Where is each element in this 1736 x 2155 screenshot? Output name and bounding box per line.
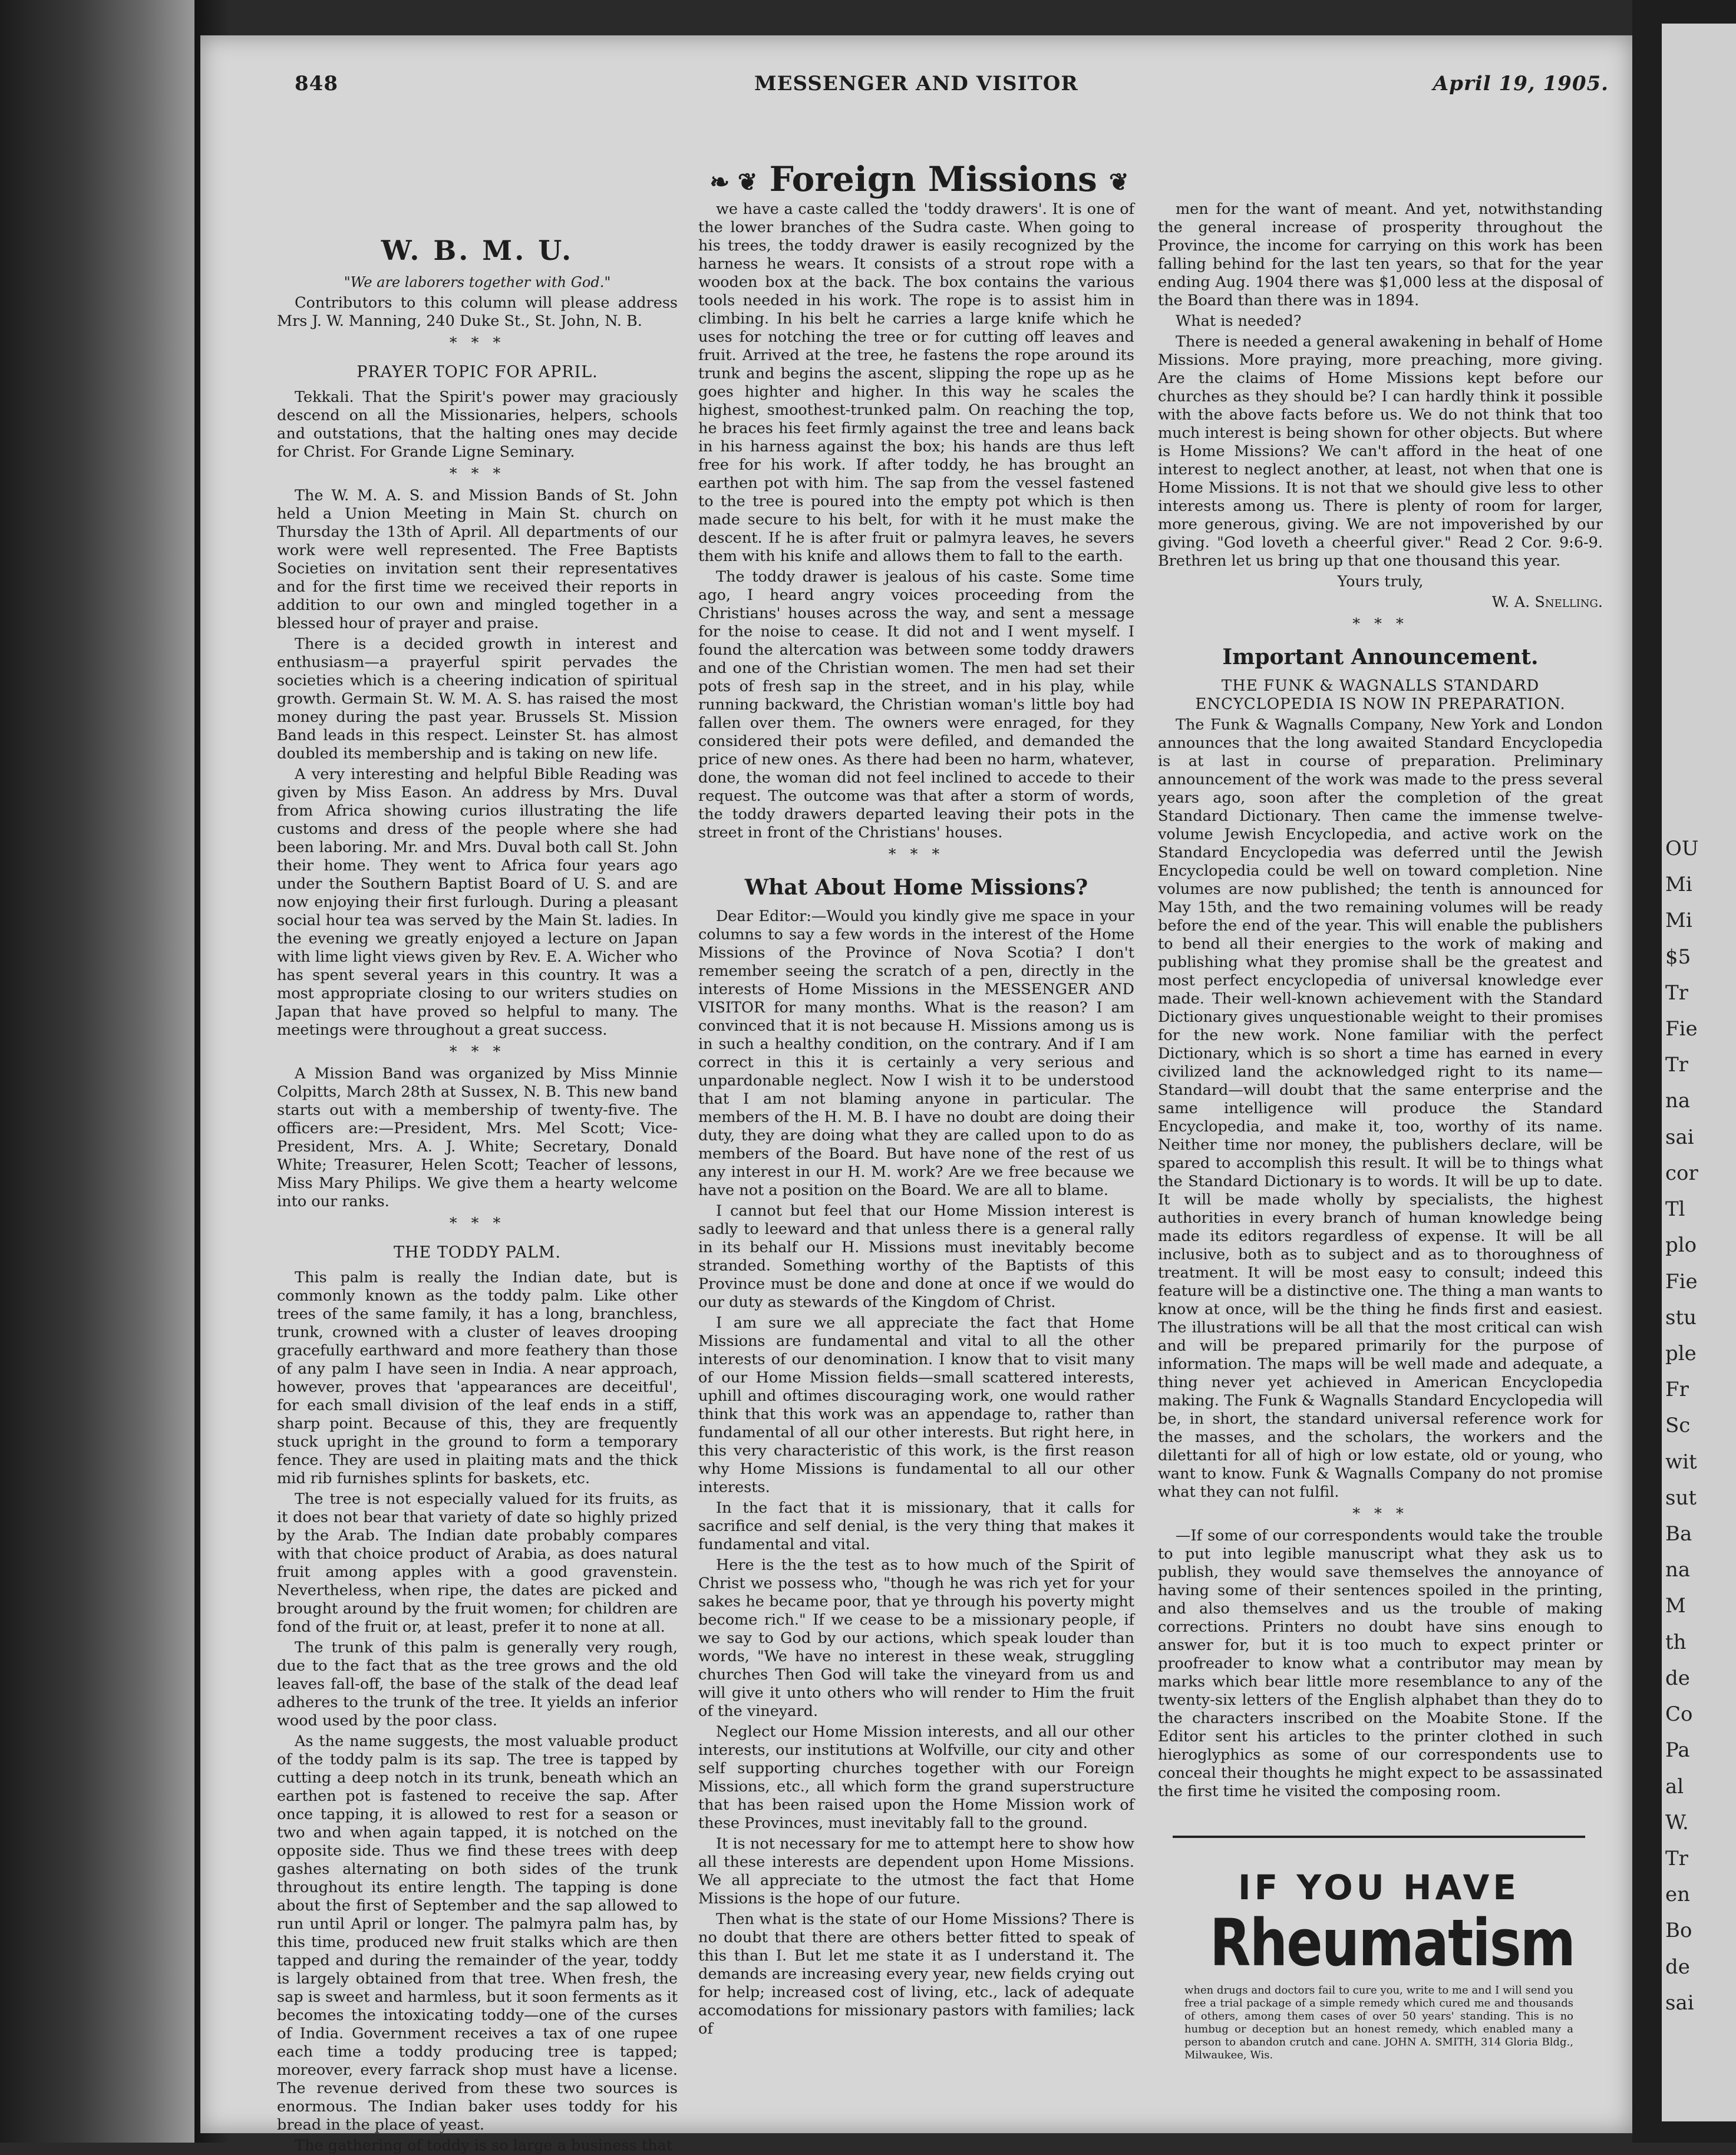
adjacent-page-fragment: ple	[1665, 1341, 1697, 1365]
adjacent-page-fragment: Sc	[1665, 1414, 1691, 1438]
prayer-topic-text: Tekkali. That the Spirit's power may graciously descend on all the Missionaries, helpers, schools and outstations, that the halting ones may decide for Christ. For Grande Ligne Seminary.	[277, 388, 678, 461]
announcement-paragraph: The Funk & Wagnalls Company, New York and London announces that the long awaited Standard Encyclopedia is at last in course of preparation. Preliminary announcement of the work was made to the press several years ago, soon after the completion of the great Standard Dictionary. Then came the immense twelve-volume Jewish Encyclopedia, and active work on the Standard Encyclopedia was deferred until the Jewish Encyclopedia could be well on toward completion. Nine volumes are now published; the tenth is announced for May 15th, and the two remaining volumes will be ready before the end of the year. This will enable the publishers to bend all their energies to the work of making and publishing what they promise shall be the greatest and most perfect encyclopedia of universal knowledge ever made. Their well-known achievement with the Standard Dictionary gives unquestionable weight to their promises for the new work. None familiar with the perfect Dictionary, which is so short a time has earned in every civilized land the acknowledged right to its name—Standard—will doubt that the same enterprise and the same intelligence will produce the Standard Encyclopedia, and make it, too, worthy of its name. Neither time nor money, the publishers declare, will be spared to accomplish this result. It will be to things what the Standard Dictionary is to words. It will be up to date. It will be made wholly by specialists, the highest authorities in every branch of human knowledge being made its editors regardless of expense. It will be all inclusive, both as to subject and as to thoroughness of treatment. It will be most easy to consult; indeed this feature will be a distinctive one. The thing a man wants to know at once, will be the thing he finds first and easiest. The illustrations will be all that the most critical can wish and will be prepared primarily for the purpose of information. The maps will be well made and adequate, a thing never yet achieved in American Encyclopedia making. The Funk & Wagnalls Standard Encyclopedia will be, in short, the standard universal reference work for the masses, and the scholars, the workers and the dilettanti for all of high or low estate, old or young, who want to know. Funk & Wagnalls Company do not promise what they can not fulfil.	[1158, 716, 1603, 1501]
letter-signature: W. A. Snelling.	[1491, 593, 1603, 611]
adjacent-page-fragment: Mi	[1665, 909, 1692, 933]
adjacent-page-fragment: Mi	[1665, 873, 1692, 897]
toddy-paragraph: As the name suggests, the most valuable product of the toddy palm is its sap. The tree is tapped by cutting a deep notch in its trunk, beneath which an earthen pot is fastened to receive the sap. After once tapping, it is allowed to rest for a season or two and when again tapped, it is notched on the opposite side. Thus we find these trees with deep gashes alternating on both sides of the trunk throughout its entire length. The tapping is done about the first of September and the sap allowed to run until April or longer. The palmyra palm has, by this time, produced new fruit stalks which are then tapped and during the remainder of the year, toddy is largely obtained from that tree. When fresh, the sap is sweet and harmless, but it soon ferments as it becomes the intoxicating toddy—one of the curses of India. Government receives a tax of one rupee each time a toddy producing tree is tapped; moreover, every farrack shop must have a license. The revenue derived from these two sources is enormous. The Indian baker uses toddy for his bread in the place of yeast.	[277, 1732, 678, 2134]
ad-headline: IF YOU HAVE	[1238, 1867, 1520, 1908]
separator-stars: * * *	[1352, 1505, 1408, 1523]
adjacent-page-fragment: cor	[1665, 1161, 1698, 1185]
adjacent-page-fragment: sai	[1665, 1125, 1694, 1149]
home-missions-paragraph: In the fact that it is missionary, that it calls for sacrifice and self denial, is the very thing that makes it fundamental and vital.	[698, 1499, 1134, 1553]
prayer-topic-heading: PRAYER TOPIC FOR APRIL.	[357, 363, 598, 381]
wmas-paragraph: A very interesting and helpful Bible Reading was given by Miss Eason. An address by Mrs. Duval from Africa showing curios illustrating the life customs and dress of the people where she had been laboring. Mr. and Mrs. Duval both call St. John their home. They went to Africa four years ago under the Southern Baptist Board of U. S. and are now enjoying their first furlough. During a pleasant social hour tea was served by the Main St. ladies. In the evening we greatly enjoyed a lecture on Japan with lime light views given by Rev. E. A. Wicher who has spent several years in this country. It was a most appropriate closing to our writers studies on Japan that have proved so helpful to many. The meetings were throughout a great success.	[277, 765, 678, 1039]
adjacent-page-fragment: de	[1665, 1955, 1690, 1979]
adjacent-page-fragment: Fie	[1665, 1269, 1698, 1293]
adjacent-page-fragment: Bo	[1665, 1919, 1692, 1943]
announcement-subheading: THE FUNK & WAGNALLS STANDARD ENCYCLOPEDIA IS NOW IN PREPARATION.	[1195, 677, 1566, 713]
home-missions-paragraph: Then what is the state of our Home Missions? There is no doubt that there are others better fitted to speak of this than I. But let me state it as I understand it. The demands are increasing every year, new fields crying out for help; increased cost of living, etc., lack of adequate accomodations for missionary pastors with families; lack of	[698, 1910, 1134, 2038]
adjacent-page-fragment: na	[1665, 1558, 1691, 1582]
announcement-heading: Important Announcement.	[1222, 645, 1539, 669]
adjacent-page-fragment: wit	[1665, 1450, 1697, 1474]
home-missions-paragraph: It is not necessary for me to attempt here to show how all these interests are dependent upon Home Missions. We all appreciate to the utmost the fact that Home Missions is the hope of our future.	[698, 1835, 1134, 1908]
column-2	[698, 200, 1134, 2098]
adjacent-page-fragment: plo	[1665, 1233, 1697, 1258]
adjacent-page-fragment: sut	[1665, 1486, 1697, 1510]
adjacent-page-fragment: Tr	[1665, 981, 1688, 1005]
adjacent-page-strip	[1662, 24, 1736, 2121]
section-heading	[684, 159, 1155, 199]
adjacent-page-fragment: Fr	[1665, 1378, 1689, 1402]
wbmu-motto: "We are laborers together with God."	[344, 274, 611, 291]
home-missions-continued: What is needed?	[1176, 312, 1302, 330]
wmas-paragraph: There is a decided growth in interest and enthusiasm—a prayerful spirit pervades the societies which is a cheering indication of spiritual growth. Germain St. W. M. A. S. has raised the most money during the past year. Brussels St. Mission Band leads in this respect. Leinster St. has almost doubled its membership and is taking on new life.	[277, 635, 678, 763]
toddy-paragraph: The tree is not especially valued for its fruits, as it does not bear that variety of date so highly prized by the Arab. The Indian date probably compares with that choice product of Arabia, as does natural fruit among apples with a good gravenstein. Nevertheless, when ripe, the dates are picked and brought around by the fruit women; for children are fond of the fruit or, at least, prefer it to none at all.	[277, 1490, 678, 1636]
adjacent-page-fragment: $5	[1665, 945, 1691, 969]
toddy-continued-paragraph: The toddy drawer is jealous of his caste. Some time ago, I heard angry voices proceeding from the Christians' houses across the way, and sent a message for the noise to cease. It did not and I went myself. I found the altercation was between some toddy drawers and one of the Christian women. The men had set their pots of fresh sap in the street, and in his play, while running backward, the Christian woman's little boy had fallen over them. The owners were enraged, for they considered their pots were defiled, and demanded the price of new ones. As there had been no harm, whatever, done, the woman did not feel inclined to accede to their request. The outcome was that after a storm of words, the toddy drawers departed leaving their pots in the street in front of the Christians' houses.	[698, 568, 1134, 841]
home-missions-paragraph: Here is the the test as to how much of the Spirit of Christ we possess who, "though he was rich yet for your sakes he became poor, that ye through his poverty might become rich." If we cease to be a missionary people, if we say to God by our actions, which speak louder than words, "We have no interest in these weak, struggling churches Then God will take the vineyard from us and will give it unto others who will render to Him the fruit of the vineyard.	[698, 1556, 1134, 1720]
adjacent-page-fragment: Tr	[1665, 1053, 1688, 1077]
adjacent-page-fragment: Pa	[1665, 1738, 1690, 1763]
wmas-paragraph: The W. M. A. S. and Mission Bands of St. John held a Union Meeting in Main St. church on Thursday the 13th of April. All departments of our work were well represented. The Free Baptists Societies on invitation sent their representatives and for the first time we received their reports in addition to our own and mingled together in a blessed hour of prayer and praise.	[277, 487, 678, 632]
separator-stars: * * *	[1352, 615, 1408, 633]
toddy-paragraph: The trunk of this palm is generally very rough, due to the fact that as the tree grows and the old leaves fall-off, the base of the stalk of the dead leaf adheres to the trunk of the tree. It yields an inferior wood used by the poor class.	[277, 1639, 678, 1730]
wbmu-contributors-note: Contributors to this column will please address Mrs J. W. Manning, 240 Duke St., St. John, N. B.	[277, 294, 678, 330]
masthead	[295, 72, 1609, 113]
ornament-left-icon: ❧ ❦	[709, 168, 758, 196]
home-missions-continued: There is needed a general awakening in behalf of Home Missions. More praying, more preaching, more giving. Are the claims of Home Missions kept before our churches as they should be? I can hardly think it possible with the above facts before us. We do not think that too much interest is being shown for other objects. But where is Home Missions? We can't afford in the heat of one interest to neglect another, at least, not when that one is Home Missions. It is not that we should give less to other interests among us. There is plenty of room for larger, more generous, giving. We are not impoverished by our giving. "God loveth a cheerful giver." Read 2 Cor. 9:6-9. Brethren let us bring up that one thousand this year.	[1158, 333, 1603, 570]
home-missions-paragraph: I am sure we all appreciate the fact that Home Missions are fundamental and vital to all the other interests of our denomination. I know that to visit many of our Home Mission fields—small scattered interests, uphill and oftimes discouraging work, one would rather think that this work was an appendage to, rather than fundamental of all our other interests. But right here, in this very characteristic of this work, is the first reason why Home Missions is fundamental to all our other interests.	[698, 1314, 1134, 1496]
home-missions-continued: men for the want of meant. And yet, notwithstanding the general increase of prosperity throughout the Province, the income for carrying on this work has been falling behind for the last ten years, so that for the year ending Aug. 1904 there was $1,000 less at the disposal of the Board than there was in 1894.	[1158, 200, 1603, 309]
adjacent-page-fragment: Tr	[1665, 1846, 1688, 1870]
home-missions-paragraph: I cannot but feel that our Home Mission interest is sadly to leeward and that unless there is a general rally in its behalf our H. Missions must inevitably become stranded. Something worthy of the Baptists of this Province must be done and done at once if we would do our duty as stewards of the Kingdom of Christ.	[698, 1202, 1134, 1311]
publication-title: MESSENGER AND VISITOR	[754, 72, 1078, 95]
home-missions-paragraph: Neglect our Home Mission interests, and all our other interests, our institutions at Wolfville, our city and other self supporting churches together with our Foreign Missions, etc., all which form the grand superstructure that has been raised upon the Home Mission work of these Provinces, must inevitably fall to the ground.	[698, 1723, 1134, 1832]
rheumatism-advertisement	[1173, 1836, 1585, 2103]
adjacent-page-fragment: na	[1665, 1089, 1691, 1113]
scan-margin-left	[0, 0, 194, 2143]
home-missions-heading: What About Home Missions?	[744, 875, 1088, 900]
separator-stars: * * *	[449, 465, 506, 483]
letter-closing: Yours truly,	[1337, 573, 1424, 590]
toddy-continued-paragraph: we have a caste called the 'toddy drawers'. It is one of the lower branches of the Sudra caste. When going to his trees, the toddy drawer is easily recognized by the harness he wears. It consists of a strout rope with a wooden box at the back. The box contains the various tools needed in his work. The rope is to assist him in climbing. In his belt he carries a large knife which he uses for notching the tree or for cutting off leaves and fruit. Arrived at the tree, he fastens the rope around its trunk and begins the ascent, slipping the rope up as he goes highter and higher. In this way he scales the highest, smoothest-trunked palm. On reaching the top, he braces his feet firmly against the tree and leans back in his harness against the box; his hands are thus left free for his work. If after toddy, he has brought an earthen pot with him. The sap from the vessel fastened to the tree is poured into the empty pot which is then made secure to his belt, for with it he must make the descent. If he is after fruit or palmyra leaves, he severs them with his knife and allows them to fall to the earth.	[698, 200, 1134, 565]
newspaper-page	[200, 35, 1632, 2154]
adjacent-page-fragment: Ba	[1665, 1522, 1692, 1546]
adjacent-page-fragment: W.	[1665, 1810, 1689, 1834]
adjacent-page-fragment: Fie	[1665, 1017, 1698, 1041]
printers-note-paragraph: —If some of our correspondents would take the trouble to put into legible manuscript what they ask us to publish, they would save themselves the annoyance of having some of their sentences spoiled in the printing, and also themselves and us the trouble of making corrections. Printers no doubt have sins enough to answer for, but it is too much to expect printer or proofreader to know what a contributor may mean by marks which bear little more resemblance to any of the twenty-six letters of the English alphabet than they do to the characters inscribed on the Moabite Stone. If the Editor sent his articles to the printer clothed in such hieroglyphics as some of our correspondents use to conceal their thoughts he might expect to be assassinated the first time he visited the composing room.	[1158, 1527, 1603, 1800]
page-number: 848	[295, 72, 338, 95]
adjacent-page-fragment: Tl	[1665, 1197, 1685, 1222]
adjacent-page-fragment: th	[1665, 1630, 1687, 1654]
adjacent-page-fragment: sai	[1665, 1991, 1694, 2015]
ad-main-word: Rheumatism	[1210, 1905, 1575, 1981]
toddy-palm-heading: THE TODDY PALM.	[393, 1243, 562, 1262]
adjacent-page-fragment: OU	[1665, 837, 1699, 860]
separator-stars: * * *	[449, 1043, 506, 1061]
toddy-paragraph: The gathering of toddy is so large a business that	[295, 2137, 672, 2154]
home-missions-paragraph: Dear Editor:—Would you kindly give me space in your columns to say a few words in the interest of the Home Missions of the Province of Nova Scotia? I don't remember seeing the scratch of a pen, directly in the interests of Home Missions in the MESSENGER AND VISITOR for many months. What is the reason? I am convinced that it is not because H. Missions among us is in such a healthy condition, on the contrary. And if I am correct in this it is certainly a very serious and unpardonable neglect. Now I wish it to be understood that I am not blaming anyone in particular. The members of the H. M. B. I have no doubt are doing their duty, they are doing what they are called upon to do as members of the Board. But have none of the rest of us any interest in our H. M. work? Are we free because we have not a position on the Board. We are all to blame.	[698, 907, 1134, 1199]
ad-body-text: when drugs and doctors fail to cure you, write to me and I will send you free a trial package of a simple remedy which cured me and thousands of others, among them cases of over 50 years' standing. This is no humbug or deception but an honest remedy, which enabled many a person to abandon crutch and cane. JOHN A. SMITH, 314 Gloria Bldg., Milwaukee, Wis.	[1184, 1984, 1573, 2061]
column-1	[277, 224, 678, 2154]
ornament-right-icon: ❦	[1109, 168, 1129, 196]
separator-stars: * * *	[888, 846, 945, 863]
adjacent-page-fragment: M	[1665, 1594, 1686, 1618]
issue-date: April 19, 1905.	[1433, 72, 1609, 95]
separator-stars: * * *	[449, 1215, 506, 1232]
column-3	[1158, 200, 1603, 1844]
separator-stars: * * *	[449, 334, 506, 352]
mission-band-paragraph: A Mission Band was organized by Miss Minnie Colpitts, March 28th at Sussex, N. B. This new band starts out with a membership of twenty-five. The officers are:—President, Mrs. Mel Scott; Vice-President, Mrs. A. J. White; Secretary, Donald White; Treasurer, Helen Scott; Teacher of lessons, Miss Mary Philips. We give them a hearty welcome into our ranks.	[277, 1065, 678, 1210]
wbmu-title: W. B. M. U.	[381, 235, 574, 266]
adjacent-page-fragment: en	[1665, 1883, 1691, 1907]
adjacent-page-fragment: al	[1665, 1774, 1684, 1798]
section-heading-text: Foreign Missions	[769, 159, 1097, 199]
adjacent-page-fragment: Co	[1665, 1702, 1693, 1727]
adjacent-page-fragment: stu	[1665, 1305, 1697, 1329]
toddy-paragraph: This palm is really the Indian date, but is commonly known as the toddy palm. Like other trees of the same family, it has a long, branchless, trunk, crowned with a cluster of leaves drooping gracefully earthward and more feathery than those of any palm I have seen in India. A near approach, however, proves that 'appearances are deceitful', for each small division of the leaf ends in a stiff, sharp point. Because of this, they are frequently stuck upright in the ground to form a temporary fence. They are used in plaiting mats and the thick mid rib furnishes splints for baskets, etc.	[277, 1269, 678, 1487]
adjacent-page-fragment: de	[1665, 1666, 1690, 1690]
